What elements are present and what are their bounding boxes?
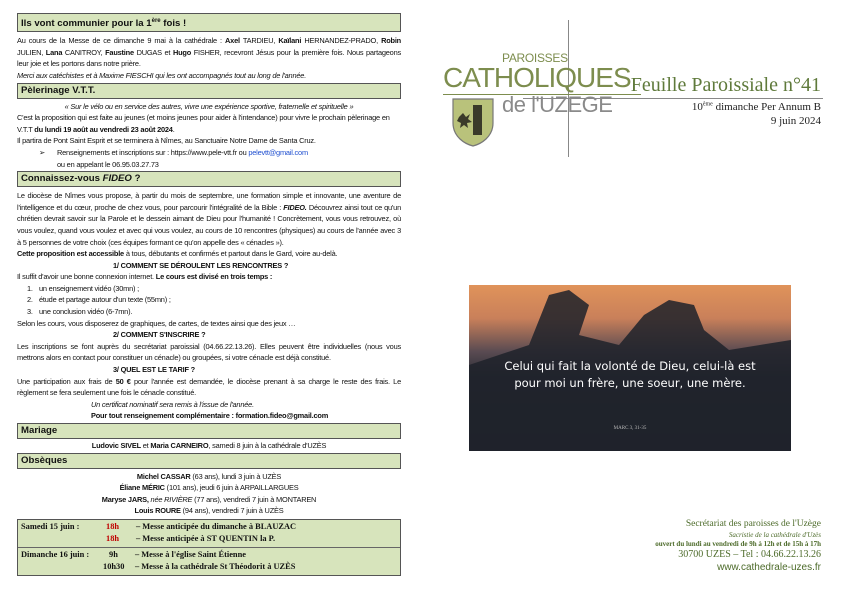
logo-catholiques: CATHOLIQUES — [443, 62, 641, 95]
bulletin-title: Feuille Paroissiale n°41 — [630, 74, 821, 96]
mass-schedule — [17, 519, 401, 576]
schedule-row: Samedi 15 juin : 18h – Messe anticipée du dimanche à BLAUZAC — [21, 521, 297, 531]
mariage-header: Mariage — [17, 423, 401, 439]
fideo-q1: 1/ COMMENT SE DÉROULENT LES RENCONTRES ? — [113, 260, 289, 270]
gospel-photo — [469, 285, 791, 451]
fideo-step: 1. un enseignement vidéo (30mn) ; — [27, 283, 139, 293]
obseques-item: Michel CASSAR (63 ans), lundi 3 juin à UZÈS — [136, 471, 282, 481]
vtt-email-link[interactable]: pelevtt@gmail.com — [248, 147, 308, 157]
fideo-intro: Le diocèse de Nîmes vous propose, à partir du mois de septembre, une formation simple et innovante, une aventure de l'intelligence et du cœur, proche de chez vous, pour parcourir l'intégralité de la Bible : FIDEO. Découvrez ainsi tout ce qu'un chrétien devrait savoir sur la Parole et le dessein aimant de Dieu pour l'humanité ! Concrètement, vous vous retrouvez, où vous voulez, quand vous voulez et avec qui vous voulez, au cours de 10 rencontres (physiques) au cours de l'année avec 3 à 5 personnes de votre choix (ces équipes formant ce qu'on appelle des « cénacles »). — [17, 191, 402, 247]
footer-hours: ouvert du lundi au vendredi de 9h à 12h et de 15h à 17h — [655, 540, 821, 548]
vtt-route: Il partira de Pont Saint Esprit et se terminera à Nîmes, au Sanctuaire Notre Dame de Santa Cruz. — [17, 136, 316, 146]
schedule-row: Dimanche 16 juin : 9h – Messe à l'église Saint Étienne — [21, 549, 246, 559]
fideo-cert: Un certificat nominatif sera remis à l'issue de l'année. — [91, 399, 254, 409]
footer-address: 30700 UZES – Tel : 04.66.22.13.26 — [678, 549, 821, 560]
vtt-text: C'est la proposition qui est faite au jeunes (et moins jeunes pour aider à l'intendance) pour vivre le prochain pèlerinage en V.T.T du lundi 19 août au vendredi 23 août 2024. — [17, 113, 390, 134]
obseques-item: Louis ROURE (94 ans), vendredi 7 juin à UZÈS — [134, 506, 284, 516]
fideo-header: Connaissez-vous FIDEO ? — [17, 171, 401, 187]
vtt-header: Pèlerinage V.T.T. — [17, 83, 401, 99]
fideo-p3: Il suffit d'avoir une bonne connexion internet. Le cours est divisé en trois temps : — [17, 272, 273, 282]
schedule-row: 18h – Messe anticipée à ST QUENTIN la P. — [106, 534, 276, 544]
logo-uzege: de l'UZEGE — [502, 92, 613, 117]
mariage-text: Ludovic SIVEL et Maria CARNEIRO, samedi 8 juin à la cathédrale d'UZÈS — [91, 441, 327, 450]
gospel-quote: Celui qui fait la volonté de Dieu, celui-là est pour moi un frère, une soeur, une mère. — [504, 359, 756, 390]
vtt-quote: « Sur le vélo ou en service des autres, vivre une expérience sportive, fraternelle et spirituelle » — [64, 101, 354, 111]
obseques-item: Maryse JARS, née RIVIÈRE (77 ans), vendredi 7 juin à MONTAREN — [101, 494, 317, 504]
fideo-access: Cette proposition est accessible à tous, débutants et confirmés et partout dans le Gard, voire au-delà. — [17, 249, 338, 259]
fideo-p6: Une participation aux frais de 50 € pour l'année est demandée, le diocèse prenant à sa charge le reste des frais. Le règlement se fera seulement une fois le cénacle constitué. — [17, 376, 401, 398]
communion-thanks: Merci aux catéchistes et à Maxime FIESCHI qui les ont accompagnés tout au long de l'année. — [17, 70, 307, 80]
vtt-phone: ou en appelant le 06.95.03.27.73 — [57, 159, 159, 169]
fideo-p5: Les inscriptions se font auprès du secrétariat paroissial (04.66.22.13.26). Elles peuvent être individuelles (nous vous mettrons alors en contact pour constituer un cénacle) ou groupées, si votre cénacle est déjà constitué. — [17, 341, 401, 363]
fideo-contact: Pour tout renseignement complémentaire : formation.fideo@gmail.com — [91, 411, 329, 421]
obseques-item: Éliane MÉRIC (101 ans), jeudi 6 juin à ARPAILLARGUES — [119, 483, 299, 493]
schedule-row: 10h30 – Messe à la cathédrale St Théodorit à UZÈS — [103, 562, 296, 572]
bulletin-date: 9 juin 2024 — [770, 115, 821, 127]
obseques-header: Obsèques — [17, 453, 401, 469]
coat-of-arms-icon — [451, 97, 495, 147]
fideo-p4: Selon les cours, vous disposerez de graphiques, de cartes, de textes ainsi que des jeux … — [17, 318, 296, 328]
fideo-step: 3. une conclusion vidéo (6-7mn). — [27, 307, 133, 317]
left-column — [17, 13, 401, 576]
mariage-section — [17, 423, 401, 452]
liturgical-sunday: 10ème dimanche Per Annum B — [691, 101, 821, 113]
communion-text: Au cours de la Messe de ce dimanche 9 mai à la cathédrale : Axel TARDIEU, Kaïlani HERNANDEZ-PRADO, Robin JULIEN, Lana CANITROY, Faustine DUGAS et Hugo FISHER, recevront Jésus pour la première fois. Nous partageons leur joie et les portons dans notre prière. — [17, 36, 401, 69]
fideo-q2: 2/ COMMENT S'INSCRIRE ? — [113, 330, 206, 340]
gospel-reference: MARC 3, 31-35 — [613, 426, 647, 431]
fideo-section — [17, 171, 401, 422]
footer-secretariat: Secrétariat des paroisses de l'Uzège — [685, 519, 821, 529]
fideo-q3: 3/ QUEL EST LE TARIF ? — [113, 365, 195, 375]
divider — [18, 547, 400, 548]
vtt-section — [17, 83, 401, 171]
footer-sacristie: Sacristie de la cathédrale d'Uzès — [728, 531, 821, 539]
logo-paroisses: PAROISSES — [502, 51, 568, 65]
arrow-bullet-icon: ➢ — [39, 147, 45, 157]
vtt-info: ➢ Renseignements et inscriptions sur : https://www.pele-vtt.fr ou pelevtt@gmail.com — [39, 147, 308, 157]
fideo-step: 2. étude et partage autour d'un texte (55mn) ; — [27, 295, 171, 305]
obseques-section — [17, 453, 401, 517]
communion-section — [17, 13, 401, 82]
footer-website-link[interactable]: www.cathedrale-uzes.fr — [717, 562, 821, 573]
communion-header: Ils vont communier pour la 1ère fois ! — [17, 13, 401, 32]
